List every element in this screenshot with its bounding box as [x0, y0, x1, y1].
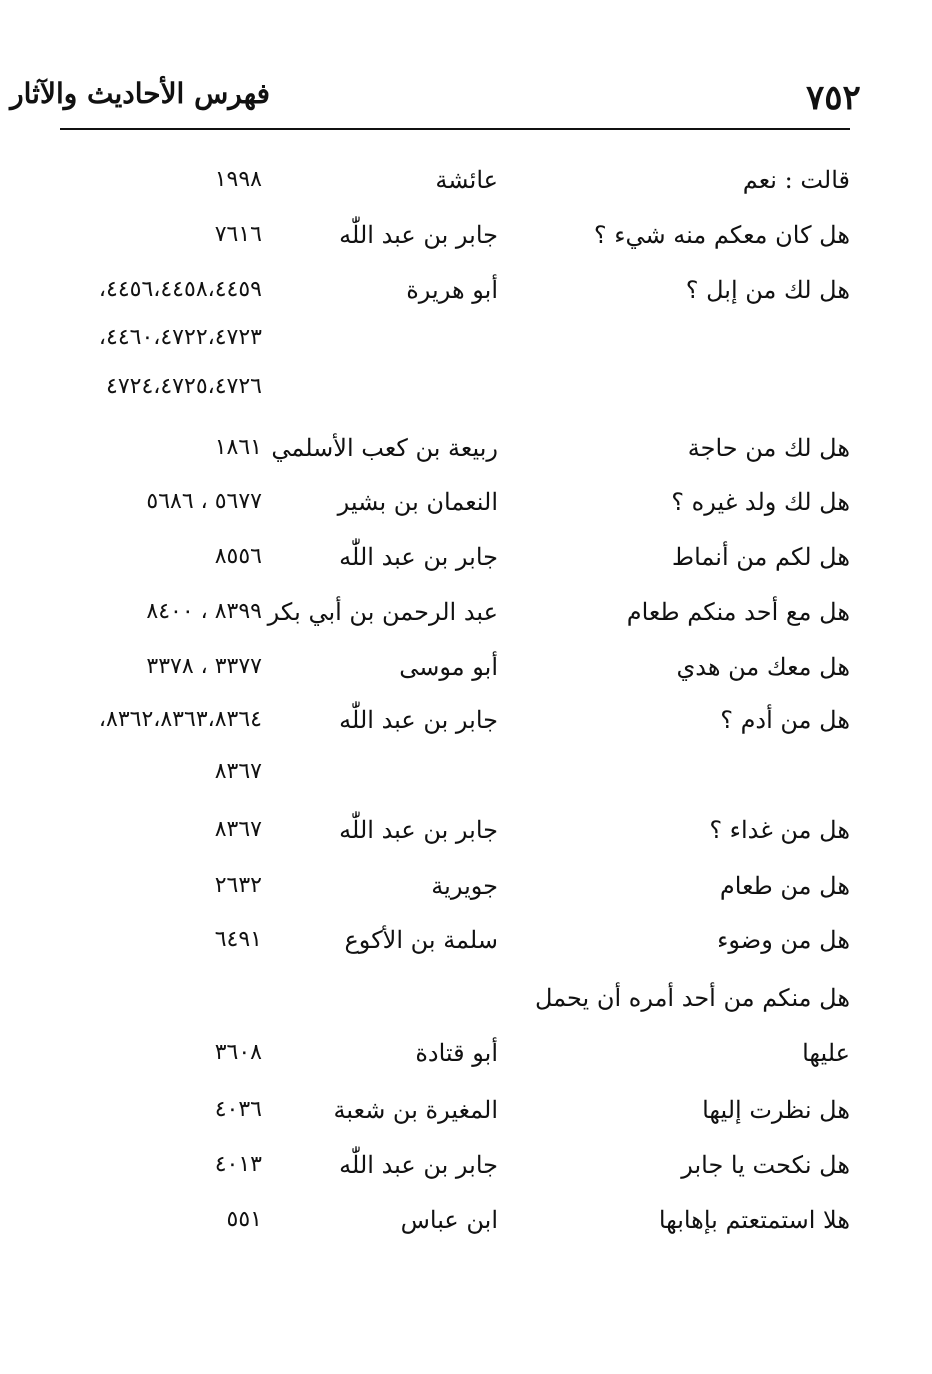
narrator-name: جابر بن عبد اللّٰه: [339, 543, 498, 571]
narrator-name: المغيرة بن شعبة: [333, 1096, 498, 1124]
narrator-name: النعمان بن بشير: [337, 488, 498, 516]
hadith-refs: ٧٦١٦: [214, 222, 262, 247]
hadith-phrase: [470, 367, 850, 407]
hadith-phrase: هل من طعام: [719, 872, 850, 900]
narrator-name: أبو هريرة: [406, 276, 498, 304]
narrator-name: أبو موسى: [399, 653, 498, 681]
index-row: [0, 1033, 932, 1073]
index-row: [0, 537, 932, 577]
hadith-phrase: هل من وضوء: [717, 926, 850, 954]
narrator-name: سلمة بن الأكوع: [344, 926, 498, 954]
hadith-phrase: [470, 752, 850, 792]
narrator-name: ابن عباس: [400, 1206, 498, 1234]
index-row: [0, 978, 932, 1018]
hadith-refs: ٣٦٠٨: [214, 1040, 262, 1065]
page-number: ٧٥٢: [806, 78, 861, 118]
hadith-refs: ٨٥٥٦: [214, 544, 262, 569]
index-row: [0, 215, 932, 255]
hadith-phrase: عليها: [802, 1039, 850, 1067]
narrator-name: جويرية: [431, 872, 498, 900]
hadith-refs: ٤٤٥٦،٤٤٥٨،٤٤٥٩،: [98, 277, 262, 302]
header-rule: [60, 128, 850, 130]
hadith-phrase: هل مع أحد منكم طعام: [626, 598, 850, 626]
hadith-phrase: هل لك ولد غيره ؟: [671, 488, 850, 516]
index-row: [0, 866, 932, 906]
hadith-phrase: هل منكم من أحد أمره أن يحمل: [534, 984, 850, 1012]
hadith-refs: ١٨٦١: [214, 435, 262, 460]
index-row: [0, 160, 932, 200]
hadith-refs: ٣٣٧٧ ، ٣٣٧٨: [146, 654, 262, 679]
hadith-phrase: هل نظرت إليها: [702, 1096, 850, 1124]
narrator-name: جابر بن عبد اللّٰه: [339, 221, 498, 249]
hadith-phrase: هلا استمتعتم بإهابها: [658, 1206, 850, 1234]
hadith-phrase: هل نكحت يا جابر: [681, 1151, 850, 1179]
index-row: [0, 1145, 932, 1185]
hadith-phrase: هل لك من إبل ؟: [685, 276, 850, 304]
index-row: [0, 752, 932, 792]
hadith-phrase: هل كان معكم منه شيء ؟: [593, 221, 850, 249]
hadith-refs: ٥٥١: [226, 1207, 262, 1232]
page-title: فهرس الأحاديث والآثار: [10, 77, 270, 110]
hadith-phrase: هل من غداء ؟: [709, 816, 850, 844]
narrator-name: جابر بن عبد اللّٰه: [339, 706, 498, 734]
hadith-refs: ٤٧٢٤،٤٧٢٥،٤٧٢٦: [106, 374, 262, 399]
hadith-refs: ٢٦٣٢: [214, 873, 262, 898]
index-row: [0, 700, 932, 740]
index-row: [0, 647, 932, 687]
hadith-refs: ٥٦٧٧ ، ٥٦٨٦: [146, 489, 262, 514]
hadith-refs: ٨٣٦٢،٨٣٦٣،٨٣٦٤،: [98, 707, 262, 732]
index-row: [0, 920, 932, 960]
hadith-phrase: هل من أدم ؟: [720, 706, 850, 734]
hadith-refs: ٨٣٦٧: [214, 759, 262, 784]
index-row: [0, 810, 932, 850]
hadith-phrase: هل لك من حاجة: [687, 434, 850, 462]
narrator-name: جابر بن عبد اللّٰه: [339, 816, 498, 844]
narrator-name: عائشة: [435, 166, 498, 194]
index-row: [0, 367, 932, 407]
hadith-phrase: هل لكم من أنماط: [671, 543, 850, 571]
narrator-name: ربيعة بن كعب الأسلمي: [271, 434, 498, 462]
narrator-name: أبو قتادة: [415, 1039, 498, 1067]
narrator-name: جابر بن عبد اللّٰه: [339, 1151, 498, 1179]
narrator-name: [258, 367, 498, 407]
hadith-refs: ١٩٩٨: [214, 167, 262, 192]
hadith-refs: ٨٣٦٧: [214, 817, 262, 842]
hadith-refs: ٤٠١٣: [214, 1152, 262, 1177]
hadith-phrase: هل معك من هدي: [676, 653, 850, 681]
hadith-phrase: قالت : نعم: [742, 166, 850, 194]
narrator-name: [258, 752, 498, 792]
hadith-refs: ٤٤٦٠،٤٧٢٢،٤٧٢٣،: [98, 325, 262, 350]
narrator-name: [258, 318, 498, 358]
hadith-refs: ٦٤٩١: [214, 927, 262, 952]
index-row: [0, 428, 932, 468]
hadith-refs: ٨٣٩٩ ، ٨٤٠٠: [146, 599, 262, 624]
hadith-phrase: [470, 318, 850, 358]
index-row: [0, 482, 932, 522]
hadith-refs: ٤٠٣٦: [214, 1097, 262, 1122]
index-row: [0, 270, 932, 310]
narrator-name: عبد الرحمن بن أبي بكر: [267, 598, 498, 626]
index-row: [0, 1200, 932, 1240]
index-row: [0, 318, 932, 358]
index-row: [0, 592, 932, 632]
hadith-refs: [12, 978, 262, 1018]
index-row: [0, 1090, 932, 1130]
narrator-name: [258, 978, 498, 1018]
